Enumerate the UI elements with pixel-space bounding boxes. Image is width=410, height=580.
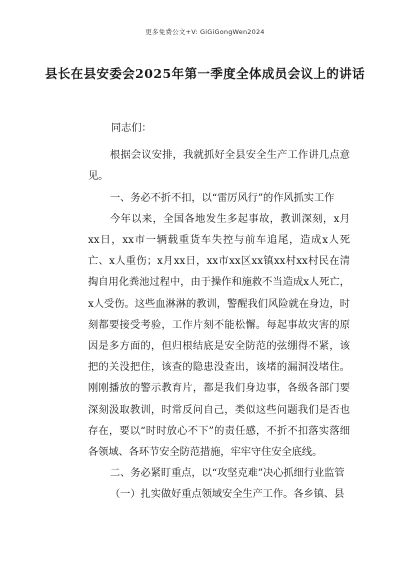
paragraph-body: 今年以来，全国各地发生多起事故，教训深刻，x月xx日，xx市一辆载重货车失控与前车追尾，造成x人死亡、x人重伤；x月xx日，xx市xx区xx镇xx村xx村民在清掏自用化粪池过程中，由于操作和施救不当造成x人死亡，x人受伤。这些血淋淋的教训，警醒我们风险就在身边，时刻都要接受考验，工作片刻不能松懈。每起事故灾害的原因是多方面的，但归根结底是安全防范的弦绷得不紧，该把的关没把住，该查的隐患没查出，该堵的漏洞没堵住。刚刚播放的警示教育片，都是我们身边事，各级各部门要深刻汲取教训，时常反问自己，类似这些问题我们是否也存在，要以“时时放心不下”的责任感，不折不扣落实落细各领域、各环节安全防范措施，牢牢守住安全底线。 xyxy=(88,213,350,459)
paragraph-intro: 根据会议安排，我就抓好全县安全生产工作讲几点意见。 xyxy=(88,150,350,183)
greeting: 同志们： xyxy=(111,123,152,134)
document-body xyxy=(88,118,350,506)
subsection-heading-1: （一）扎实做好重点领域安全生产工作。各乡镇、县 xyxy=(110,489,345,501)
section-heading-1: 一、务必不折不扣，以“雷厉风行”的作风抓实工作 xyxy=(110,192,335,204)
header-watermark: 更多免费公文+V: GiGiGongWen2024 xyxy=(145,28,265,36)
document-title: 县长在县安委会2025年第一季度全体成员会议上的讲话 xyxy=(44,66,366,81)
section-heading-2: 二、务必紧盯重点，以“攻坚克难”决心抓细行业监管 xyxy=(110,468,345,480)
